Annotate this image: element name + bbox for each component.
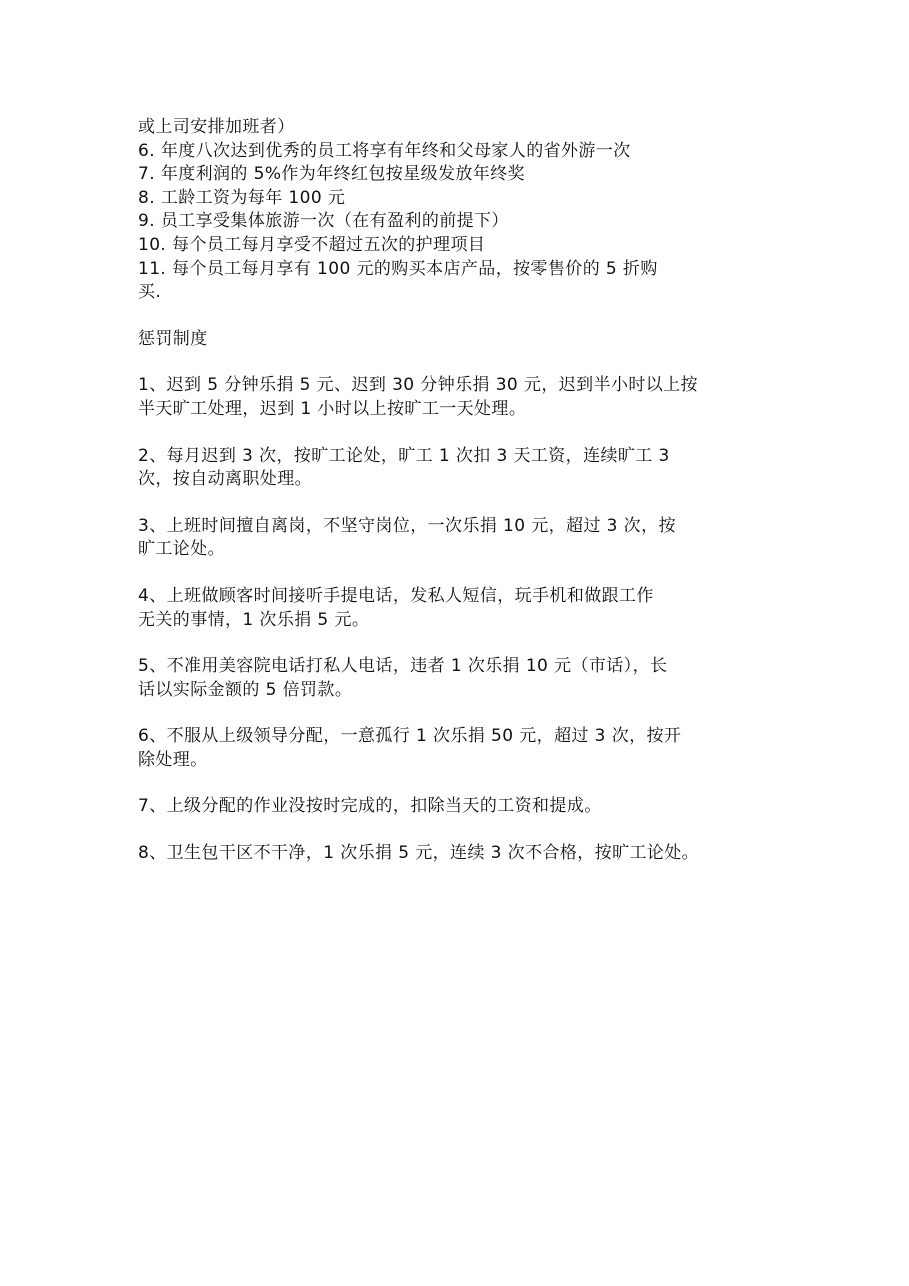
penalty-rule-6	[138, 725, 798, 772]
penalty-rule-7-line1: 7、上级分配的作业没按时完成的，扣除当天的工资和提成。	[138, 796, 602, 817]
benefit-item-10: 10. 每个员工每月享受不超过五次的护理项目	[138, 234, 486, 255]
penalty-rule-2-line1: 2、每月迟到 3 次，按旷工论处，旷工 1 次扣 3 天工资，连续旷工 3	[138, 445, 670, 466]
penalty-rules	[138, 374, 798, 865]
penalty-rule-3-line2: 旷工论处。	[138, 539, 225, 560]
penalty-rule-4-line1: 4、上班做顾客时间接听手提电话，发私人短信，玩手机和做跟工作	[138, 585, 654, 606]
benefit-item-9: 9. 员工享受集体旅游一次（在有盈利的前提下）	[138, 211, 509, 232]
penalty-rule-1-line1: 1、迟到 5 分钟乐捐 5 元、迟到 30 分钟乐捐 30 元，迟到半小时以上按	[138, 375, 698, 396]
penalty-title-text: 惩罚制度	[138, 328, 208, 349]
benefit-item-11-line2: 买.	[138, 282, 162, 303]
benefit-item-8: 8. 工龄工资为每年 100 元	[138, 187, 346, 208]
penalty-rule-8	[138, 842, 798, 866]
penalty-rule-8-line1: 8、卫生包干区不干净，1 次乐捐 5 元，连续 3 次不合格，按旷工论处。	[138, 843, 700, 864]
penalty-rule-3	[138, 515, 798, 562]
penalty-rule-4-line2: 无关的事情，1 次乐捐 5 元。	[138, 609, 370, 630]
penalty-rule-4	[138, 585, 798, 632]
penalty-rule-5-line1: 5、不准用美容院电话打私人电话，违者 1 次乐捐 10 元（市话），长	[138, 656, 668, 677]
benefit-continuation-line: 或上司安排加班者）	[138, 117, 295, 137]
benefit-item-7: 7. 年度利润的 5%作为年终红包按星级发放年终奖	[138, 164, 525, 185]
penalty-rule-1	[138, 374, 798, 421]
document-body	[138, 116, 798, 889]
penalty-section-title	[138, 328, 798, 352]
benefit-item-11-line1: 11. 每个员工每月享有 100 元的购买本店产品，按零售价的 5 折购	[138, 258, 658, 279]
penalty-rule-5	[138, 655, 798, 702]
penalty-rule-6-line1: 6、不服从上级领导分配，一意孤行 1 次乐捐 50 元，超过 3 次，按开	[138, 726, 682, 747]
benefit-item-6: 6. 年度八次达到优秀的员工将享有年终和父母家人的省外游一次	[138, 140, 631, 161]
penalty-rule-2-line2: 次，按自动离职处理。	[138, 469, 312, 490]
penalty-rule-2	[138, 445, 798, 492]
penalty-rule-6-line2: 除处理。	[138, 749, 208, 770]
penalty-rule-5-line2: 话以实际金额的 5 倍罚款。	[138, 679, 353, 700]
penalty-rule-3-line1: 3、上班时间擅自离岗，不坚守岗位，一次乐捐 10 元，超过 3 次，按	[138, 515, 676, 536]
penalty-rule-7	[138, 795, 798, 819]
penalty-rule-1-line2: 半天旷工处理，迟到 1 小时以上按旷工一天处理。	[138, 398, 527, 419]
benefits-list	[138, 116, 798, 305]
